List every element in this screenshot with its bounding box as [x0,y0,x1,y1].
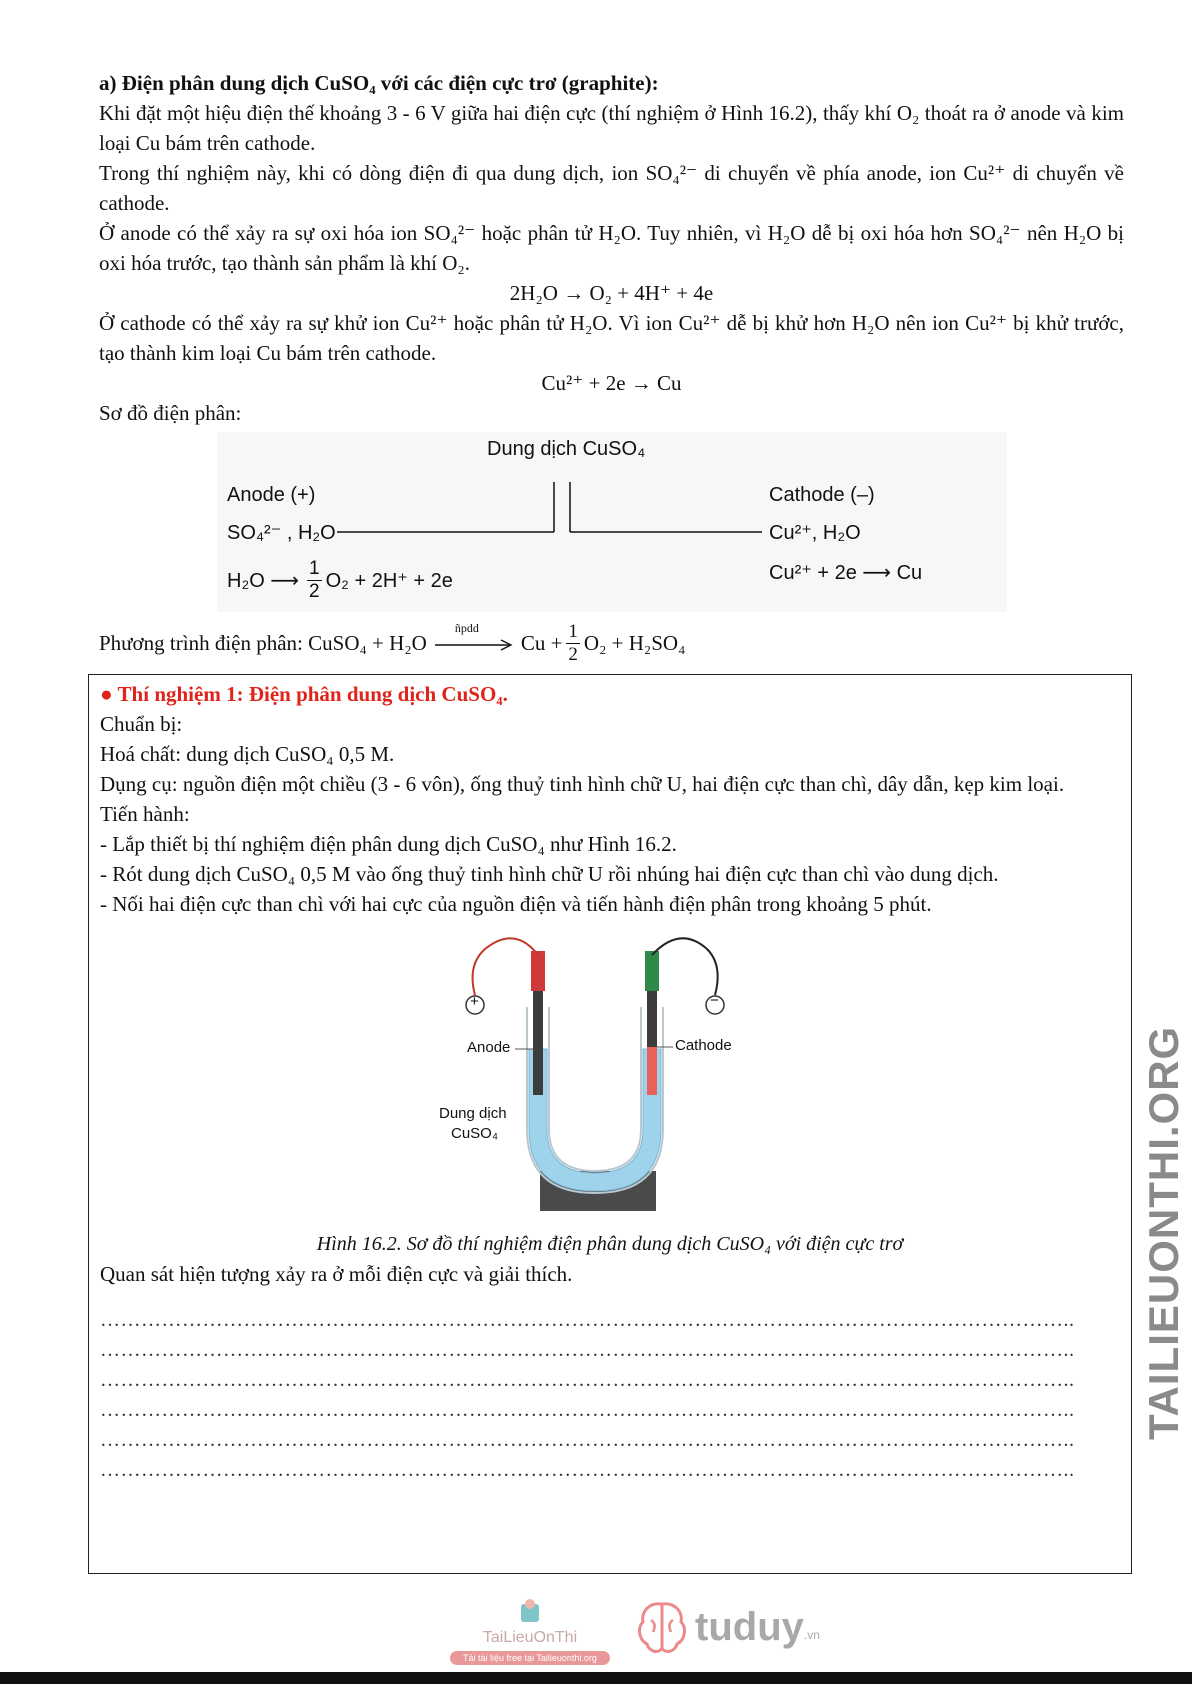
anode-eq-right: O₂ + 2H⁺ + 2e [325,570,453,592]
experiment-tools: Dụng cụ: nguồn điện một chiều (3 - 6 vôn), ống thuỷ tinh hình chữ U, hai điện cực than chì, dây dẫn, kẹp kim loại. [100,772,1065,796]
figure-caption: Hình 16.2. Sơ đồ thí nghiệm điện phân dung dịch CuSO₄ với điện cực trơ [316,1233,904,1255]
experiment-step-1: - Lắp thiết bị thí nghiệm điện phân dung dịch CuSO₄ như Hình 16.2. [100,832,677,856]
frac-den: 2 [309,581,320,602]
anode-eq-left: H₂O ⟶ [227,570,299,592]
scheme-fraction [307,558,322,603]
footer [0,1590,1192,1670]
anode-electrode [533,987,543,1095]
paragraph-1: Khi đặt một hiệu điện thế khoảng 3 - 6 V giữa hai điện cực (thí nghiệm ở Hình 16.2), thấy khí O₂ thoát ra ở anode và kim loại Cu bám trên cathode. [99,101,1124,155]
black-wire [652,938,718,995]
scheme-anode-title: Anode (+) [227,484,316,506]
u-tube-drawing [445,929,885,1229]
solution-label-2: CuSO₄ [451,1125,498,1142]
red-wire [473,938,538,995]
arrow-label: ñpdd [454,621,479,635]
tuduy-logo[interactable] [635,1598,820,1656]
overall-products-left: Cu + [520,630,563,655]
logo1-name: TaiLieuOnThi [482,1629,578,1646]
answer-line[interactable]: …………………………………………………………………………………………………………………………….. [100,1459,1075,1481]
experiment-step-3: - Nối hai điện cực than chì với hai cực của nguồn điện và tiến hành điện phân trong khoảng 5 phút. [100,892,932,916]
u-tube-figure [439,929,885,1229]
experiment-title: ● Thí nghiệm 1: Điện phân dung dịch CuSO₄. [100,682,508,706]
overall-equation [99,612,1124,674]
solution-label-1: Dung dịch [439,1105,507,1122]
bottom-bar [0,1672,1192,1684]
cathode-label: Cathode [675,1037,732,1054]
electrolysis-scheme [217,432,1007,612]
overall-frac-num: 1 [568,620,578,642]
plus-sign: + [470,993,479,1010]
document-page [99,68,1124,674]
anode-equation: 2H₂O → O₂ + 4H⁺ + 4e [509,281,714,305]
answer-line[interactable]: …………………………………………………………………………………………………………………………….. [100,1399,1075,1421]
paragraph-3: Ở anode có thể xảy ra sự oxi hóa ion SO₄²⁻ hoặc phân tử H₂O. Tuy nhiên, vì H₂O dễ bị oxi hóa hơn SO₄²⁻ nên H₂O bị oxi hóa trước, tạo thành sản phẩm là khí O₂. [99,221,1124,275]
experiment-question: Quan sát hiện tượng xảy ra ở mỗi điện cực và giải thích. [100,1262,573,1286]
overall-fraction [566,621,580,666]
brain-icon [635,1598,689,1656]
tailieuonthi-logo[interactable] [448,1598,612,1665]
book-icon [518,1598,542,1624]
logo2-suffix: .vn [803,1628,820,1642]
scheme-anode-equation [227,558,453,603]
overall-frac-den: 2 [568,643,578,665]
section-heading: a) Điện phân dung dịch CuSO₄ với các điện cực trơ (graphite): [99,71,659,95]
experiment-chemicals: Hoá chất: dung dịch CuSO₄ 0,5 M. [100,742,395,766]
experiment-step-2: - Rót dung dịch CuSO₄ 0,5 M vào ống thuỷ tinh hình chữ U rồi nhúng hai điện cực than chì vào dung dịch. [100,862,999,886]
logo1-tag: Tải tài liệu free tại Tailieuonthi.org [450,1651,610,1665]
red-clip [531,951,545,991]
green-clip [645,951,659,991]
experiment-procedure: Tiến hành: [100,802,190,826]
answer-line[interactable]: …………………………………………………………………………………………………………………………….. [100,1339,1075,1361]
frac-num: 1 [309,558,320,579]
minus-sign: − [710,992,719,1009]
scheme-label: Sơ đồ điện phân: [99,401,242,425]
cathode-equation: Cu²⁺ + 2e → Cu [541,371,682,395]
copper-deposit [647,1047,657,1095]
scheme-anode-species: SO₄²⁻ , H₂O [227,522,336,544]
experiment-prep: Chuẩn bị: [100,712,183,736]
overall-products-right: O₂ + H₂SO₄ [583,630,686,655]
scheme-cathode-species: Cu²⁺, H₂O [769,522,861,544]
paragraph-4: Ở cathode có thể xảy ra sự khử ion Cu²⁺ hoặc phân tử H₂O. Vì ion Cu²⁺ dễ bị khử hơn H₂O nên ion Cu²⁺ bị khử trước, tạo thành kim loại Cu bám trên cathode. [99,311,1124,365]
scheme-cathode-equation: Cu²⁺ + 2e ⟶ Cu [769,562,923,584]
anode-label: Anode [467,1039,511,1056]
scheme-cathode-title: Cathode (–) [769,484,875,506]
experiment-box [88,674,1132,1574]
paragraph-2: Trong thí nghiệm này, khi có dòng điện đi qua dung dịch, ion SO₄²⁻ di chuyển về phía anode, ion Cu²⁺ di chuyển về cathode. [99,161,1124,215]
overall-arrow [433,621,515,655]
answer-line[interactable]: …………………………………………………………………………………………………………………………….. [100,1429,1075,1451]
answer-line[interactable]: …………………………………………………………………………………………………………………………….. [100,1369,1075,1391]
side-watermark: TAILIEUONTHI.ORG [1140,1025,1187,1440]
overall-label: Phương trình điện phân: CuSO₄ + H₂O [99,630,427,655]
logo2-name: tuduy [695,1604,804,1649]
answer-line[interactable]: …………………………………………………………………………………………………………………………….. [100,1309,1075,1331]
scheme-title: Dung dịch CuSO₄ [487,438,646,460]
